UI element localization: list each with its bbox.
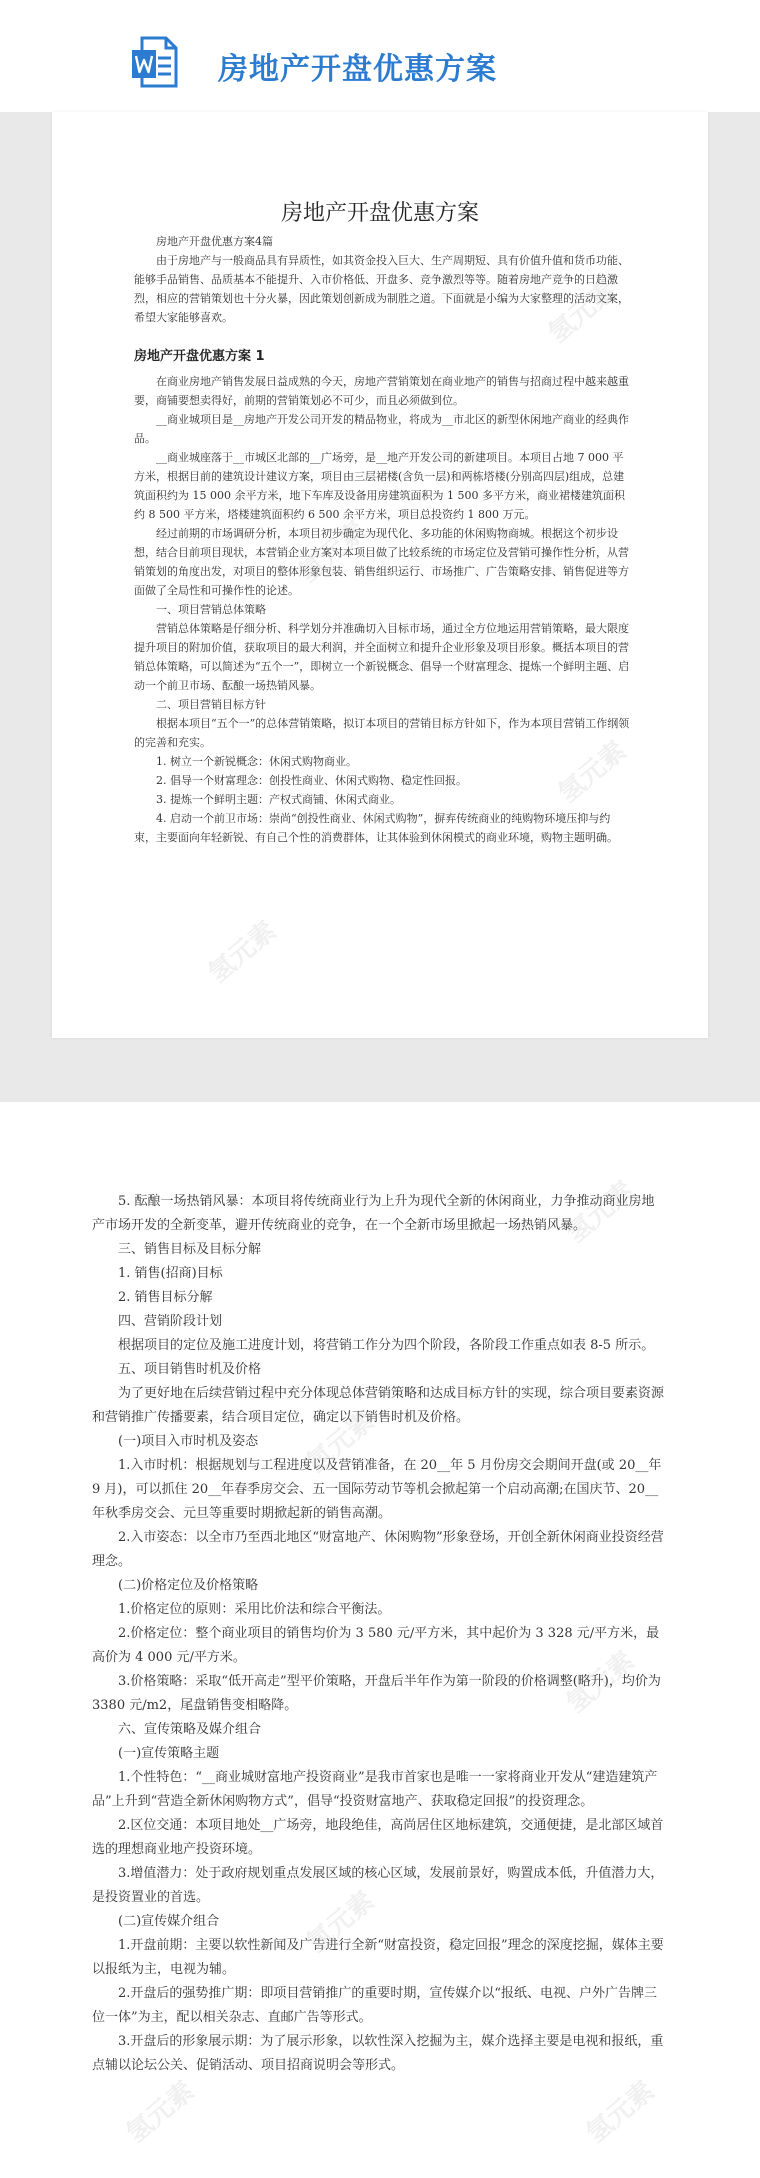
section-heading: 房地产开盘优惠方案 1 <box>134 349 265 364</box>
paragraph: __商业城项目是__房地产开发公司开发的精品物业，将成为__市北区的新型休闲地产商业的经典作品。 <box>134 413 629 445</box>
paragraph: __商业城座落于__市城区北部的__广场旁，是__地产开发公司的新建项目。本项目占地 7 000 平方米，根据目前的建筑设计建议方案，项目由三层裙楼(含负一层)和两栋塔楼(分别高四层)组成，总建筑面积约为 15 000 余平方米，地下车库及设备用房建筑面积为 1 500 多平方米，商业裙楼建筑面积约 8 500 平方米，塔楼建筑面积约 6 500 余平方米，项目总投资约 1 800 万元。 <box>134 451 625 521</box>
watermark: 氢元素 <box>581 2075 661 2149</box>
watermark: 氢元素 <box>561 1645 641 1719</box>
intro-subtitle: 房地产开盘优惠方案4篇 <box>156 235 273 248</box>
list-item: 1. 销售(招商)目标 <box>118 1266 223 1281</box>
intro-paragraph: 由于房地产与一般商品具有异质性，如其资金投入巨大、生产周期短、具有价值升值和货币功能、能够手品销售、品质基本不能提升、入市价格低、开盘多、竞争激烈等等。随着房地产竞争的日趋激烈，相应的营销策划也十分火暴，因此策划创新成为制胜之道。下面就是小编为大家整理的活动文案，希望大家能够喜欢。 <box>134 254 629 324</box>
paragraph: 1.开盘前期：主要以软性新闻及广告进行全新“财富投资，稳定回报”理念的深度挖掘，媒体主要以报纸为主，电视为辅。 <box>92 1938 664 1977</box>
watermark: 氢元素 <box>561 1175 641 1249</box>
list-item: 3. 提炼一个鲜明主题：产权式商铺、休闲式商业。 <box>156 793 401 806</box>
paragraph: 1.个性特色：“__商业城财富地产投资商业”是我市首家也是唯一一家将商业开发从“建造建筑产品”上升到“营造全新休闲购物方式”，倡导“投资财富地产、获取稳定回报”的投资理念。 <box>92 1770 658 1809</box>
paragraph: 2.入市姿态：以全市乃至西北地区“财富地产、休闲购物”形象登场，开创全新休闲商业投资经营理念。 <box>92 1530 664 1569</box>
header-title: 房地产开盘优惠方案 <box>218 52 497 87</box>
subheading: 三、销售目标及目标分解 <box>118 1242 262 1257</box>
paragraph: 为了更好地在后续营销过程中充分体现总体营销策略和达成目标方针的实现，综合项目要素资源和营销推广传播要素，结合项目定位，确定以下销售时机及价格。 <box>92 1386 665 1425</box>
watermark: 氢元素 <box>301 1405 381 1479</box>
paragraph: 根据项目的定位及施工进度计划，将营销工作分为四个阶段，各阶段工作重点如表 8-5 所示。 <box>118 1338 655 1353</box>
paragraph: 2.开盘后的强势推广期：即项目营销推广的重要时期，宣传媒介以“报纸、电视、户外广告牌三位一体”为主，配以相关杂志、直邮广告等形式。 <box>92 1986 658 2025</box>
watermark: 氢元素 <box>553 735 633 809</box>
paragraph: 1.入市时机：根据规划与工程进度以及营销准备，在 20__年 5 月份房交会期间开盘(或 20__年 9 月)，可以抓住 20__年春季房交会、五一国际劳动节等机会掀起第一个启动高潮;在国庆节、20__年秋季房交会、元旦等重要时期掀起新的销售高潮。 <box>92 1458 662 1521</box>
paragraph: 2.区位交通：本项目地处__广场旁，地段绝佳，高尚居住区地标建筑，交通便捷，是北部区域首选的理想商业地产投资环境。 <box>92 1818 664 1857</box>
page-2-body <box>92 1190 666 2078</box>
list-item: 4. 启动一个前卫市场：崇尚“创投性商业、休闲式购物”，摒弃传统商业的纯购物环境压抑与约束，主要面向年轻新锐、有自己个性的消费群体，让其体验到休闲模式的商业环境，购物主题明确。 <box>134 812 618 844</box>
paragraph: 1.价格定位的原则：采用比价法和综合平衡法。 <box>118 1602 391 1617</box>
page-1-body <box>134 232 632 847</box>
document-title: 房地产开盘优惠方案 <box>280 201 479 226</box>
subheading: (一)项目入市时机及姿态 <box>118 1434 259 1449</box>
subheading: 五、项目销售时机及价格 <box>118 1362 262 1377</box>
paragraph: 3.价格策略：采取“低开高走”型平价策略，开盘后半年作为第一阶段的价格调整(略升)，均价为 3380 元/m2，尾盘销售变相略降。 <box>92 1674 661 1713</box>
watermark: 氢元素 <box>203 915 283 989</box>
doc-header <box>0 0 760 112</box>
list-item: 1. 树立一个新锐概念：休闲式购物商业。 <box>156 755 357 768</box>
paragraph: 5. 酝酿一场热销风暴：本项目将传统商业行为上升为现代全新的休闲商业，力争推动商业房地产市场开发的全新变革，避开传统商业的竞争，在一个全新市场里掀起一场热销风暴。 <box>92 1194 655 1233</box>
subheading: 六、宣传策略及媒介组合 <box>118 1722 262 1737</box>
paragraph: 3.开盘后的形象展示期：为了展示形象，以软性深入挖掘为主，媒介选择主要是电视和报纸，重点辅以论坛公关、促销活动、项目招商说明会等形式。 <box>92 2034 664 2073</box>
list-item: 2. 销售目标分解 <box>118 1290 213 1305</box>
paragraph: 经过前期的市场调研分析，本项目初步确定为现代化、多功能的休闲购物商城。根据这个初步设想，结合目前项目现状，本营销企业方案对本项目做了比较系统的市场定位及营销可操作性分析，从营销策划的角度出发，对项目的整体形象包装、销售组织运行、市场推广、广告策略安排、销售促进等方面做了全局性和可操作性的论述。 <box>134 527 629 597</box>
document-page-2 <box>0 1102 760 2178</box>
paragraph: 2.价格定位：整个商业项目的销售均价为 3 580 元/平方米，其中起价为 3 328 元/平方米，最高价为 4 000 元/平方米。 <box>92 1626 660 1665</box>
watermark: 氢元素 <box>121 2075 201 2149</box>
subheading: (二)宣传媒介组合 <box>118 1914 220 1929</box>
subheading: (一)宣传策略主题 <box>118 1746 220 1761</box>
watermark: 氢元素 <box>293 515 373 589</box>
watermark: 氢元素 <box>543 275 623 349</box>
subheading: (二)价格定位及价格策略 <box>118 1578 259 1593</box>
document-page-1 <box>52 112 708 1038</box>
list-item: 2. 倡导一个财富理念：创投性商业、休闲式购物、稳定性回报。 <box>156 774 467 787</box>
subheading: 四、营销阶段计划 <box>118 1314 223 1329</box>
paragraph: 在商业房地产销售发展日益成熟的今天，房地产营销策划在商业地产的销售与招商过程中越来越重要，商铺要想卖得好，前期的营销策划必不可少，而且必须做到位。 <box>134 375 629 407</box>
paragraph: 营销总体策略是仔细分析、科学划分并准确切入目标市场，通过全方位地运用营销策略，最大限度提升项目的附加价值，获取项目的最大利润，并全面树立和提升企业形象及项目形象。概括本项目的营销总体策略，可以简述为“五个一”，即树立一个新锐概念、倡导一个财富理念、提炼一个鲜明主题、启动一个前卫市场、酝酿一场热销风暴。 <box>134 622 630 692</box>
paragraph: 3.增值潜力：处于政府规划重点发展区域的核心区域，发展前景好，购置成本低，升值潜力大，是投资置业的首选。 <box>92 1866 664 1905</box>
subheading: 二、项目营销目标方针 <box>156 698 266 711</box>
word-document-icon <box>132 36 178 88</box>
paragraph: 根据本项目“五个一”的总体营销策略，拟订本项目的营销目标方针如下，作为本项目营销工作纲领的完善和充实。 <box>134 717 630 749</box>
watermark: 氢元素 <box>301 1885 381 1959</box>
subheading: 一、项目营销总体策略 <box>156 603 266 616</box>
